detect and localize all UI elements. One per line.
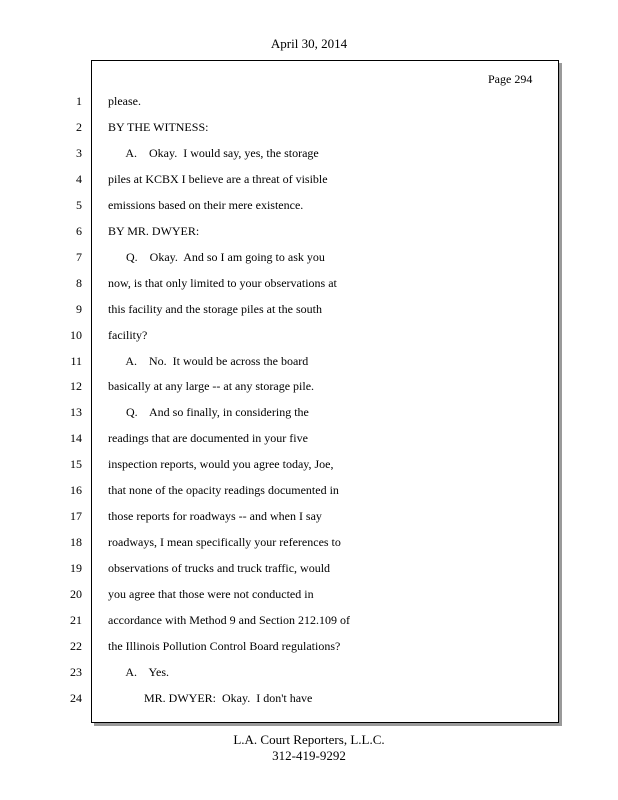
footer-firm: L.A. Court Reporters, L.L.C. xyxy=(233,732,385,747)
transcript-line xyxy=(0,457,560,475)
transcript-line xyxy=(0,483,560,501)
transcript-line xyxy=(0,250,560,268)
line-text: readings that are documented in your five xyxy=(108,431,308,446)
line-text: those reports for roadways -- and when I say xyxy=(108,509,322,524)
line-text: basically at any large -- at any storage pile. xyxy=(108,379,315,394)
transcript-line xyxy=(0,146,560,164)
line-number: 14 xyxy=(70,431,82,446)
line-text: BY MR. DWYER: xyxy=(108,223,200,238)
line-text: piles at KCBX I believe are a threat of visible xyxy=(108,171,328,186)
line-number: 8 xyxy=(76,275,82,290)
line-number: 4 xyxy=(76,171,82,186)
line-text: roadways, I mean specifically your references to xyxy=(108,535,341,550)
line-text: BY THE WITNESS: xyxy=(108,119,209,134)
line-text: inspection reports, would you agree today, Joe, xyxy=(108,457,334,472)
transcript-line xyxy=(0,431,560,449)
line-number: 19 xyxy=(70,561,82,576)
line-number: 22 xyxy=(70,638,82,653)
transcript-line xyxy=(0,379,560,397)
line-number: 10 xyxy=(70,327,82,342)
line-text: Q. Okay. And so I am going to ask you xyxy=(108,249,325,264)
line-text: observations of trucks and truck traffic, would xyxy=(108,561,331,576)
line-text: Q. And so finally, in considering the xyxy=(108,405,309,420)
line-text: MR. DWYER: Okay. I don't have xyxy=(108,690,313,705)
line-text: please. xyxy=(108,94,141,108)
line-text: A. No. It would be across the board xyxy=(108,353,309,368)
line-text: A. Okay. I would say, yes, the storage xyxy=(108,145,319,160)
footer-phone: 312-419-9292 xyxy=(272,748,346,763)
line-number: 20 xyxy=(70,587,82,602)
transcript-line xyxy=(0,328,560,346)
line-number: 7 xyxy=(76,249,82,264)
line-text: the Illinois Pollution Control Board regulations? xyxy=(108,638,341,653)
line-text: you agree that those were not conducted in xyxy=(108,587,314,602)
transcript-line xyxy=(0,354,560,372)
line-number: 13 xyxy=(70,405,82,420)
line-number: 1 xyxy=(76,94,82,108)
line-number: 24 xyxy=(70,690,82,705)
line-number: 3 xyxy=(76,145,82,160)
transcript-line xyxy=(0,509,560,527)
line-text: that none of the opacity readings documented in xyxy=(108,483,339,498)
transcript-line xyxy=(0,639,560,657)
line-text: emissions based on their mere existence. xyxy=(108,197,304,212)
line-number: 18 xyxy=(70,535,82,550)
line-text: facility? xyxy=(108,327,148,342)
line-number: 23 xyxy=(70,664,82,679)
line-text: accordance with Method 9 and Section 212.109 of xyxy=(108,613,350,627)
line-number: 15 xyxy=(70,457,82,472)
transcript-line xyxy=(0,302,560,320)
transcript-line xyxy=(0,587,560,605)
line-text: this facility and the storage piles at the south xyxy=(108,301,322,316)
header-date: April 30, 2014 xyxy=(270,36,348,51)
transcript-line xyxy=(0,405,560,423)
transcript-line xyxy=(0,224,560,242)
transcript-line xyxy=(0,120,560,138)
line-number: 2 xyxy=(76,119,82,134)
transcript-line xyxy=(0,94,560,112)
line-number: 5 xyxy=(76,197,82,212)
line-number: 12 xyxy=(70,379,82,394)
transcript-line xyxy=(0,691,560,709)
line-number: 16 xyxy=(70,483,82,498)
page-number: Page 294 xyxy=(488,72,533,86)
line-number: 9 xyxy=(76,301,82,316)
line-number: 21 xyxy=(70,613,82,627)
transcript-line xyxy=(0,561,560,579)
line-number: 6 xyxy=(76,223,82,238)
line-text: now, is that only limited to your observations at xyxy=(108,275,337,290)
transcript-line xyxy=(0,535,560,553)
transcript-line xyxy=(0,613,560,631)
line-number: 17 xyxy=(70,509,82,524)
transcript-line xyxy=(0,198,560,216)
line-number: 11 xyxy=(70,353,82,368)
line-text: A. Yes. xyxy=(108,664,170,679)
transcript-line xyxy=(0,276,560,294)
transcript-line xyxy=(0,665,560,683)
transcript-line xyxy=(0,172,560,190)
